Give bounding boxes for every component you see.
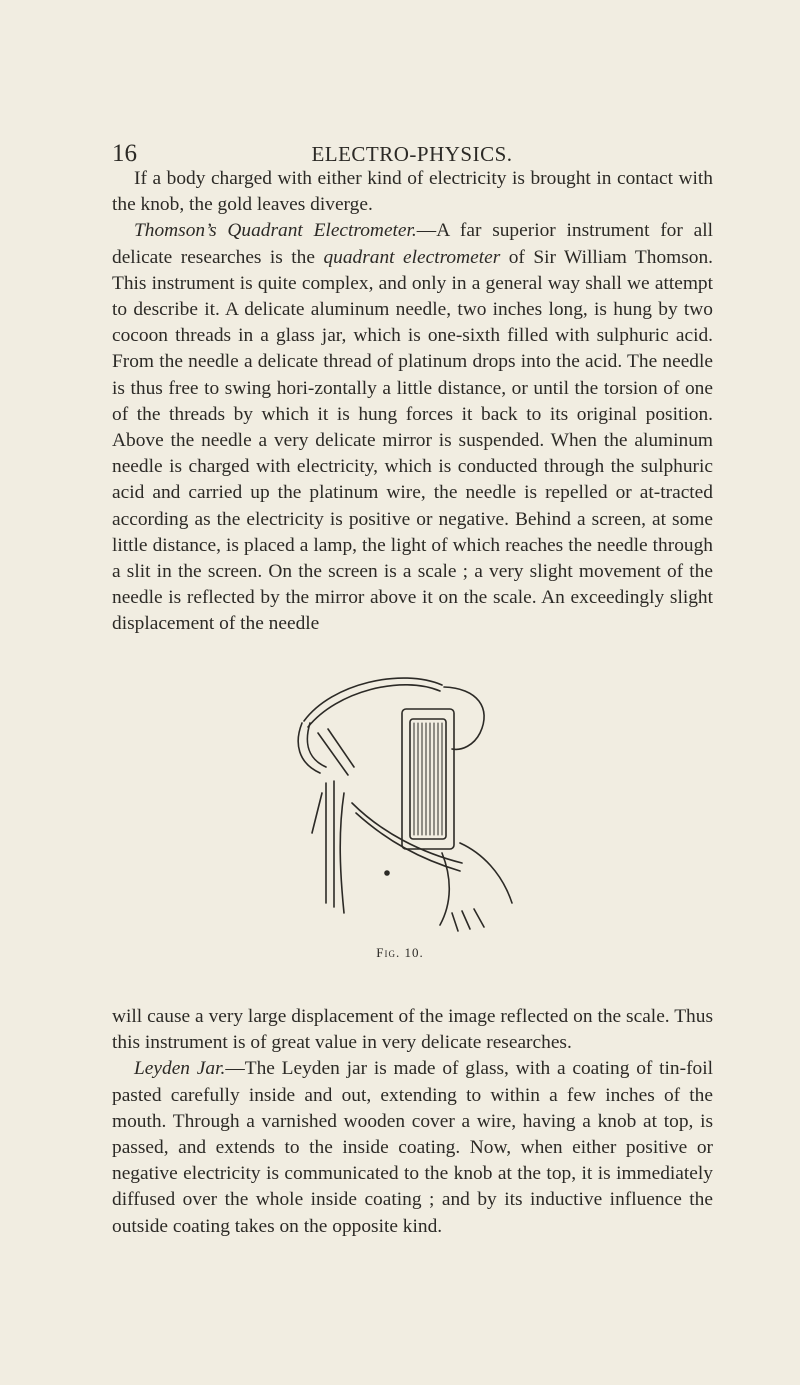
section-heading-quadrant-electrometer: Thomson’s Quadrant Electrometer.	[134, 220, 417, 242]
paragraph-continued: will cause a very large displacement of the image reflected on the scale. Thus this instrument is of great value in very delicate researches.	[112, 1006, 713, 1054]
paragraph-leyden-jar	[112, 1056, 713, 1239]
lead-in-text: —A far superior instrument for all delicate researches is the	[112, 220, 713, 268]
text-block-top	[112, 166, 713, 638]
page-number: 16	[112, 140, 137, 167]
italic-term: quadrant electrometer	[323, 246, 501, 268]
paragraph-gold-leaves: If a body charged with either kind of electricity is brought in contact with the knob, the gold leaves diverge.	[112, 168, 713, 216]
section-heading-leyden-jar: Leyden Jar.	[134, 1058, 226, 1080]
figure-caption: Fig. 10.	[376, 945, 424, 960]
paragraph-body: of Sir William Thomson. This instrument is quite complex, and only in a general way shall we attempt to describe it. A delicate aluminum needle, two inches long, is hung by two cocoon threads in a glass jar, which is one-sixth filled with sulphuric acid. From the needle a delicate thread of platinum drops into the acid. The needle is thus free to swing hori-zontally a little distance, or until the torsion of one of the threads by which it is hung forces it back to its original position. Above the needle a very delicate mirror is suspended. When the aluminum needle is charged with electricity, which is conducted through the sulphuric acid and carried up the platinum wire, the needle is repelled or at-tracted according as the electricity is positive or negative. Behind a screen, at some little distance, is placed a lamp, the light of which reaches the needle through a slit in the screen. On the screen is a scale ; a very slight movement of the needle is reflected by the mirror above it on the scale. An exceedingly slight displacement of the needle	[112, 246, 714, 635]
text-block-bottom	[112, 1004, 713, 1240]
paragraph-quadrant-electrometer	[112, 218, 713, 637]
paragraph-body: —The Leyden jar is made of glass, with a coating of tin-foil pasted carefully inside and out, extending to within a few inches of the mouth. Through a varnished wooden cover a wire, having a knob at top, is passed, and extends to the inside coating. Now, when either positive or negative electricity is communicated to the knob at the top, it is immediately diffused over the whole inside coating ; and by its inductive influence the outside coating takes on the opposite kind.	[112, 1058, 713, 1237]
running-head: ELECTRO-PHYSICS.	[311, 142, 513, 166]
quadrant-electrometer-engraving-icon	[292, 663, 520, 933]
